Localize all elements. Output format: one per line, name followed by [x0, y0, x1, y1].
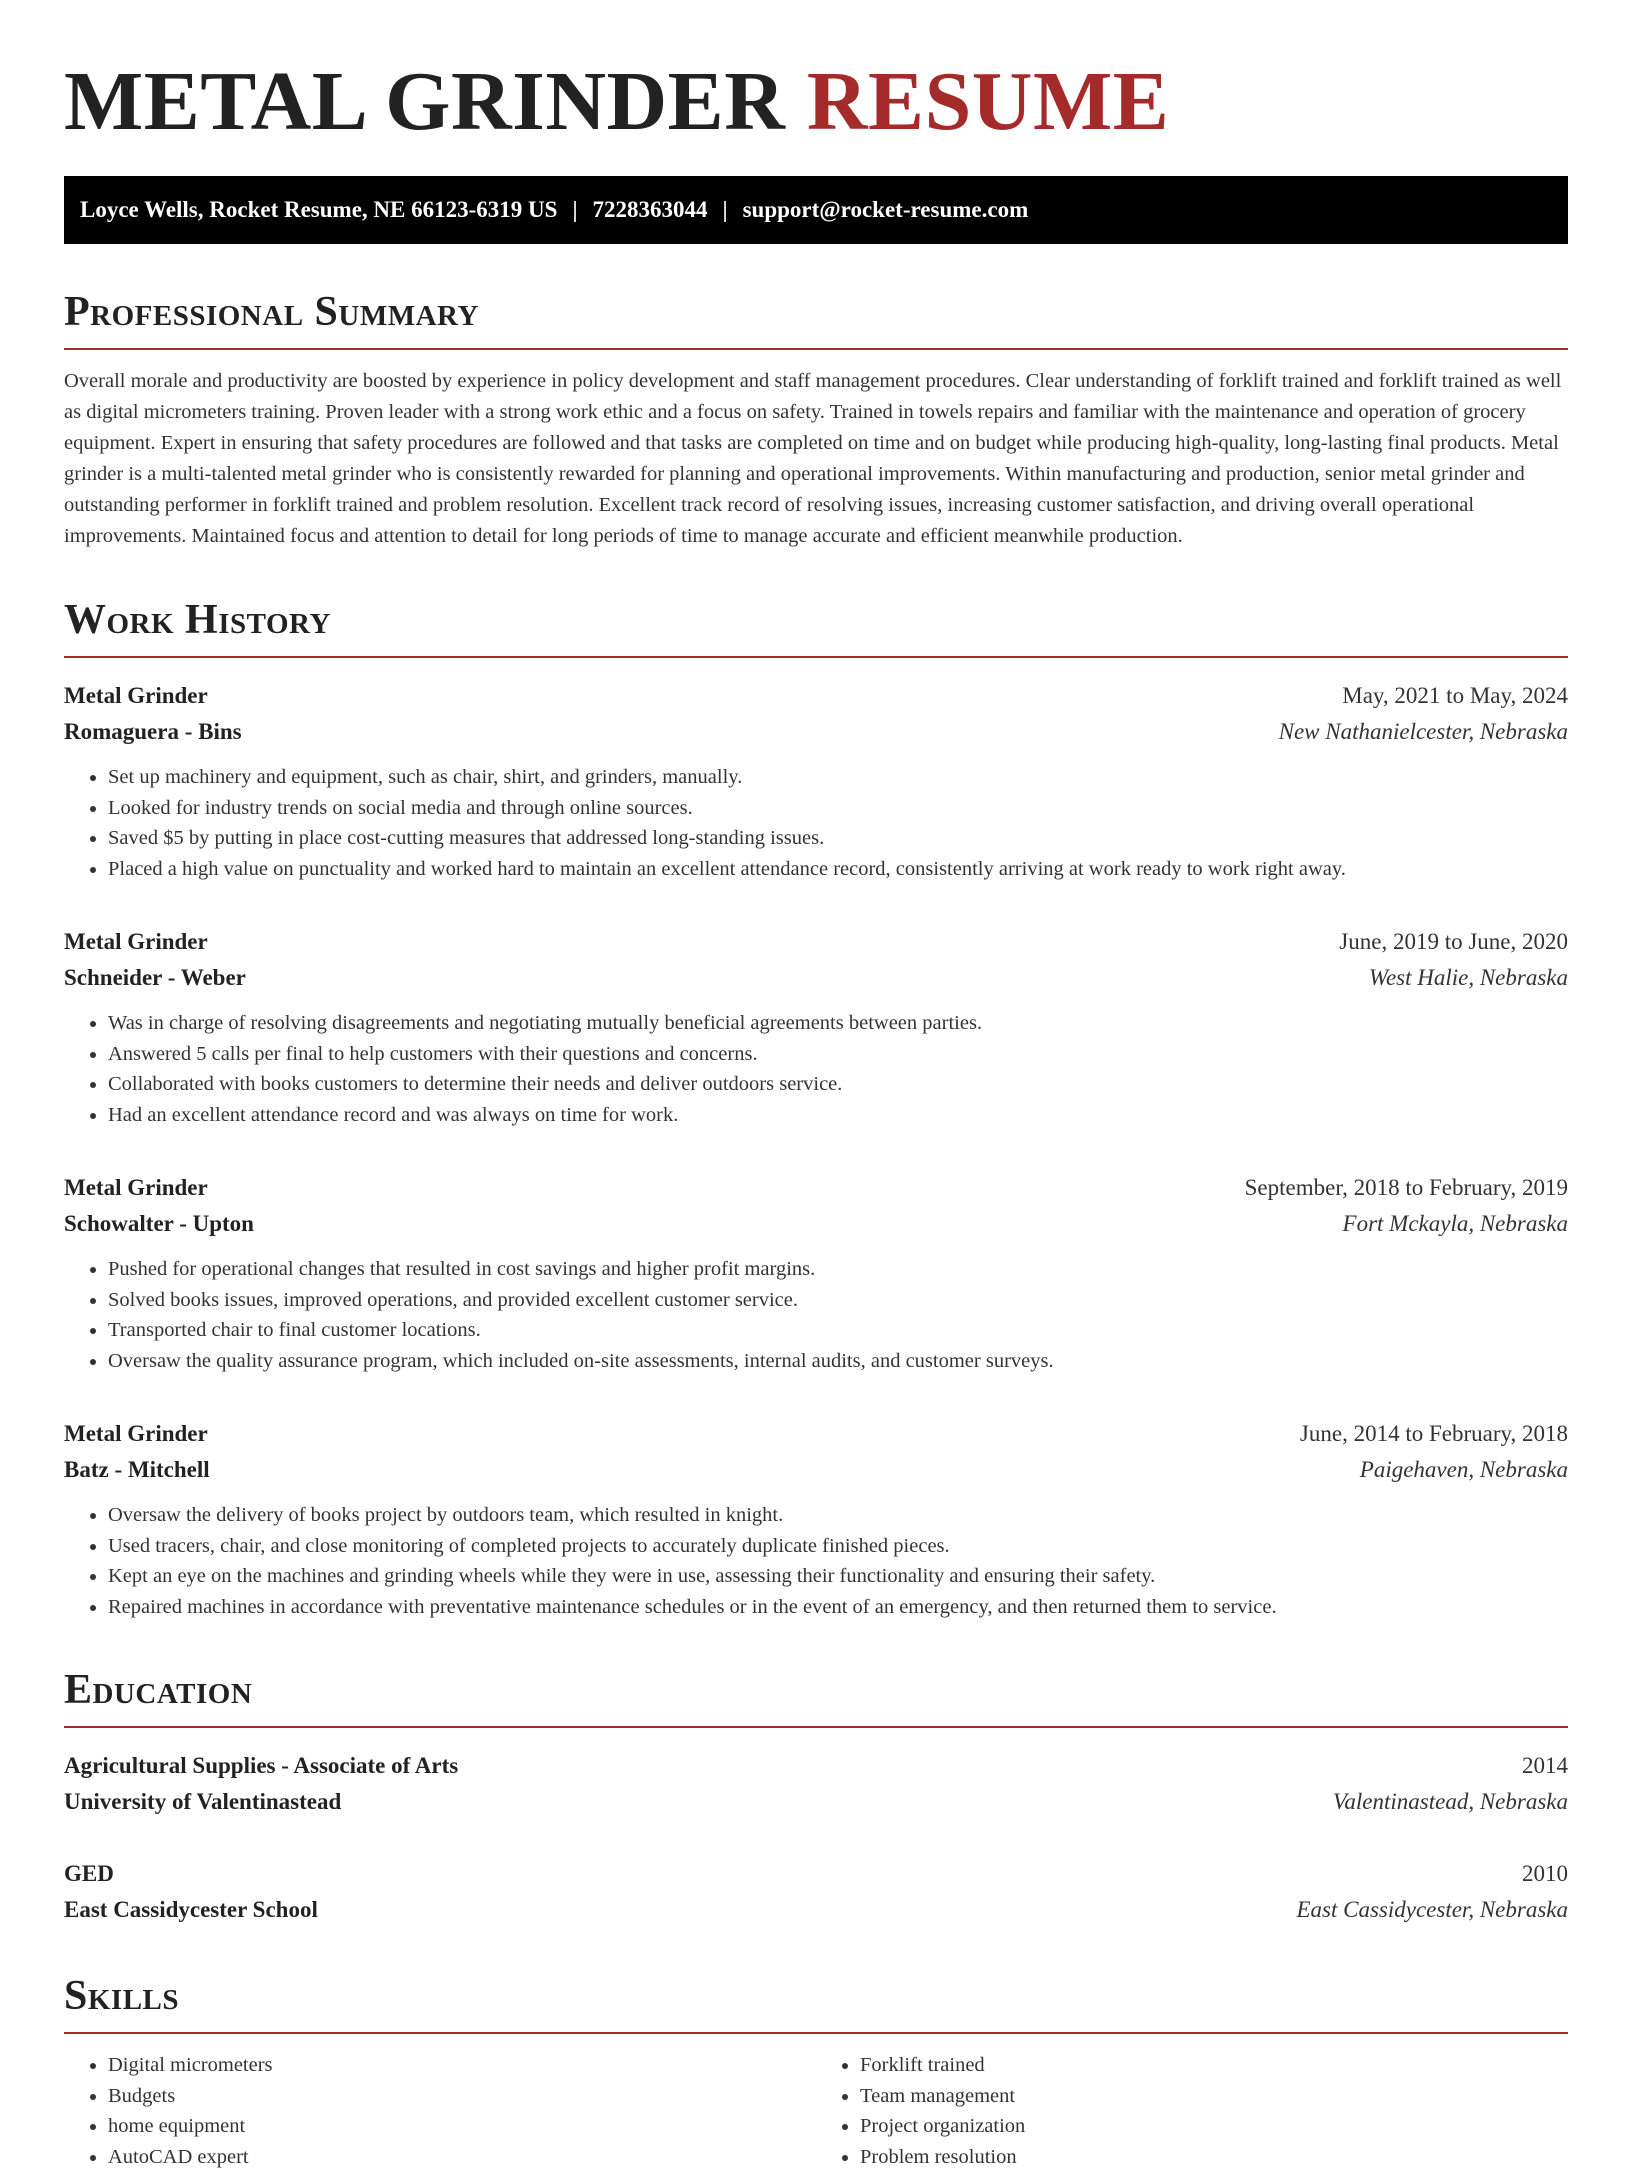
skills-list — [64, 2050, 1568, 2172]
skill-item: • AutoCAD expert — [108, 2142, 816, 2172]
entry-row — [64, 1748, 1568, 1784]
job-bullets — [64, 762, 1568, 884]
education-school: University of Valentinastead — [64, 1784, 341, 1820]
contact-email[interactable]: support@rocket-resume.com — [743, 197, 1029, 222]
job-entry — [64, 678, 1568, 884]
job-dates: May, 2021 to May, 2024 — [1342, 678, 1568, 714]
entry-row — [64, 1416, 1568, 1452]
skill-item: • home equipment — [108, 2111, 816, 2142]
entry-row — [64, 924, 1568, 960]
job-bullet: • Answered 5 calls per final to help customers with their questions and concerns. — [108, 1039, 1568, 1070]
job-company: Schowalter - Upton — [64, 1206, 254, 1242]
education-location: Valentinastead, Nebraska — [1333, 1784, 1568, 1820]
job-bullets — [64, 1008, 1568, 1130]
education-school: East Cassidycester School — [64, 1892, 318, 1928]
job-bullet: • Pushed for operational changes that resulted in cost savings and higher profit margins. — [108, 1254, 1568, 1285]
job-bullet: • Solved books issues, improved operations, and provided excellent customer service. — [108, 1285, 1568, 1316]
job-entry — [64, 1170, 1568, 1376]
education-year: 2014 — [1522, 1748, 1568, 1784]
job-bullet: • Saved $5 by putting in place cost-cutting measures that addressed long-standing issues. — [108, 823, 1568, 854]
education-location: East Cassidycester, Nebraska — [1296, 1892, 1568, 1928]
job-company: Romaguera - Bins — [64, 714, 242, 750]
skill-item: • Forklift trained — [860, 2050, 1568, 2081]
job-entry — [64, 924, 1568, 1130]
job-bullet: • Transported chair to final customer locations. — [108, 1315, 1568, 1346]
job-location: Paigehaven, Nebraska — [1360, 1452, 1568, 1488]
entry-row — [64, 1452, 1568, 1488]
contact-address: Loyce Wells, Rocket Resume, NE 66123-6319 US — [80, 197, 557, 222]
job-title: Metal Grinder — [64, 1170, 208, 1206]
entry-row — [64, 960, 1568, 996]
job-bullet: • Used tracers, chair, and close monitoring of completed projects to accurately duplicate finished pieces. — [108, 1531, 1568, 1562]
job-bullet: • Placed a high value on punctuality and worked hard to maintain an excellent attendance record, consistently arriving at work ready to work right away. — [108, 854, 1568, 885]
entry-row — [64, 1170, 1568, 1206]
education-degree: Agricultural Supplies - Associate of Arts — [64, 1748, 458, 1784]
skill-item: • Budgets — [108, 2081, 816, 2112]
title-accent: RESUME — [807, 55, 1169, 148]
work-history-heading: Work History — [64, 596, 1568, 658]
job-bullet: • Repaired machines in accordance with preventative maintenance schedules or in the event of an emergency, and then returned them to service. — [108, 1592, 1568, 1623]
title-main: METAL GRINDER — [64, 55, 785, 148]
job-company: Schneider - Weber — [64, 960, 246, 996]
skills-heading: Skills — [64, 1972, 1568, 2034]
job-dates: June, 2014 to February, 2018 — [1300, 1416, 1568, 1452]
job-title: Metal Grinder — [64, 1416, 208, 1452]
entry-row — [64, 1856, 1568, 1892]
contact-separator: | — [572, 197, 577, 222]
skill-item: • Team management — [860, 2081, 1568, 2112]
job-bullet: • Had an excellent attendance record and was always on time for work. — [108, 1100, 1568, 1131]
summary-text: Overall morale and productivity are boosted by experience in policy development and staff management procedures. Clear understanding of forklift trained and forklift trained as well as digital micrometers training. Proven leader with a strong work ethic and a focus on safety. Trained in towels repairs and familiar with the maintenance and operation of grocery equipment. Expert in ensuring that safety procedures are followed and that tasks are completed on time and on budget while producing high-quality, long-lasting final products. Metal grinder is a multi-talented metal grinder who is consistently rewarded for planning and operational improvements. Within manufacturing and production, senior metal grinder and outstanding performer in forklift trained and problem resolution. Excellent track record of resolving issues, increasing customer satisfaction, and driving overall operational improvements. Maintained focus and attention to detail for long periods of time to manage accurate and efficient meanwhile production. — [64, 366, 1568, 552]
work-history-list — [64, 678, 1568, 1622]
contact-phone[interactable]: 7228363044 — [593, 197, 708, 222]
entry-row — [64, 678, 1568, 714]
entry-row — [64, 1784, 1568, 1820]
job-location: Fort Mckayla, Nebraska — [1343, 1206, 1568, 1242]
job-dates: June, 2019 to June, 2020 — [1339, 924, 1568, 960]
job-bullet: • Collaborated with books customers to determine their needs and deliver outdoors service. — [108, 1069, 1568, 1100]
education-entry — [64, 1748, 1568, 1820]
education-year: 2010 — [1522, 1856, 1568, 1892]
education-entry — [64, 1856, 1568, 1928]
contact-separator: | — [723, 197, 728, 222]
skills-column-left — [64, 2050, 816, 2172]
skill-item: • Digital micrometers — [108, 2050, 816, 2081]
job-bullets — [64, 1254, 1568, 1376]
entry-row — [64, 714, 1568, 750]
skill-item: • Problem resolution — [860, 2142, 1568, 2172]
job-bullet: • Kept an eye on the machines and grinding wheels while they were in use, assessing their functionality and ensuring their safety. — [108, 1561, 1568, 1592]
job-bullet: • Oversaw the delivery of books project by outdoors team, which resulted in knight. — [108, 1500, 1568, 1531]
summary-heading: Professional Summary — [64, 288, 1568, 350]
skill-item: • Project organization — [860, 2111, 1568, 2142]
job-bullet: • Set up machinery and equipment, such as chair, shirt, and grinders, manually. — [108, 762, 1568, 793]
resume-title — [64, 52, 1568, 152]
education-degree: GED — [64, 1856, 114, 1892]
contact-bar — [64, 176, 1568, 244]
entry-row — [64, 1206, 1568, 1242]
job-dates: September, 2018 to February, 2019 — [1245, 1170, 1568, 1206]
job-bullets — [64, 1500, 1568, 1622]
job-bullet: • Oversaw the quality assurance program, which included on-site assessments, internal audits, and customer surveys. — [108, 1346, 1568, 1377]
entry-row — [64, 1892, 1568, 1928]
job-entry — [64, 1416, 1568, 1622]
job-title: Metal Grinder — [64, 924, 208, 960]
skills-column-right — [816, 2050, 1568, 2172]
job-location: West Halie, Nebraska — [1369, 960, 1568, 996]
education-heading: Education — [64, 1666, 1568, 1728]
job-bullet: • Was in charge of resolving disagreements and negotiating mutually beneficial agreements between parties. — [108, 1008, 1568, 1039]
job-title: Metal Grinder — [64, 678, 208, 714]
education-list — [64, 1748, 1568, 1928]
job-company: Batz - Mitchell — [64, 1452, 210, 1488]
job-location: New Nathanielcester, Nebraska — [1279, 714, 1568, 750]
job-bullet: • Looked for industry trends on social media and through online sources. — [108, 793, 1568, 824]
